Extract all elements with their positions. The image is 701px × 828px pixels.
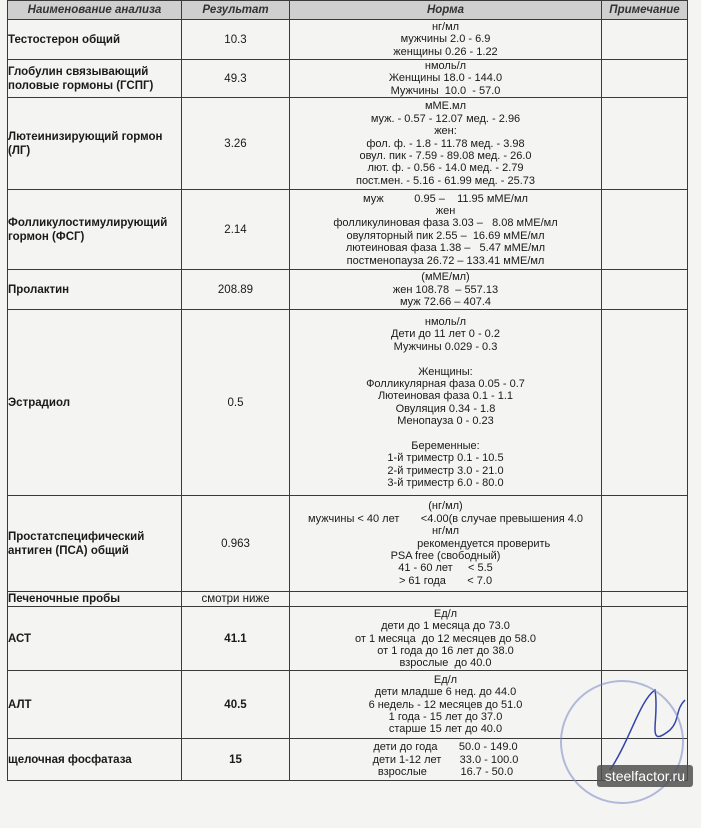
note-cell xyxy=(602,310,688,496)
table-row xyxy=(8,496,688,592)
norm-range xyxy=(290,20,602,60)
norm-line xyxy=(290,353,601,365)
norm-line: рекомендуется проверить xyxy=(340,537,551,550)
norm-line: Мужчины 10.0 - 57.0 xyxy=(390,84,501,97)
lab-results-table xyxy=(7,0,688,781)
test-name: АЛТ xyxy=(8,671,182,739)
norm-line: дети младше 6 нед. до 44.0 xyxy=(374,686,517,699)
test-name: Тестостерон общий xyxy=(8,20,182,60)
norm-line: жен xyxy=(435,204,456,217)
result-value: 0.5 xyxy=(182,310,290,496)
test-name: АСТ xyxy=(8,607,182,671)
norm-line: муж 0.95 – 11.95 мМЕ/мл xyxy=(363,192,528,205)
note-cell xyxy=(602,496,688,592)
result-value: 3.26 xyxy=(182,98,290,190)
table-row xyxy=(8,98,688,190)
norm-line: муж. - 0.57 - 12.07 мед. - 2.96 xyxy=(370,112,521,125)
note-cell xyxy=(602,98,688,190)
norm-range xyxy=(290,496,602,592)
norm-line: PSA free (свободный) xyxy=(390,549,501,562)
norm-line: 41 - 60 лет < 5.5 xyxy=(398,562,493,575)
header-test-name: Наименование анализа xyxy=(8,1,182,20)
norm-line: от 1 года до 16 лет до 38.0 xyxy=(377,644,514,657)
norm-line: лют. ф. - 0.56 - 14.0 мед. - 2.79 xyxy=(367,162,524,175)
header-norm: Норма xyxy=(290,1,602,20)
test-name: Эстрадиол xyxy=(8,310,182,496)
norm-line: старше 15 лет до 40.0 xyxy=(388,723,503,736)
test-name: Пролактин xyxy=(8,270,182,310)
norm-line: лютеиновая фаза 1.38 – 5.47 мМЕ/мл xyxy=(345,242,546,255)
norm-line: Мужчины 0.029 - 0.3 xyxy=(393,340,498,353)
result-value: 41.1 xyxy=(182,607,290,671)
norm-range xyxy=(290,671,602,739)
table-row xyxy=(8,607,688,671)
norm-line: дети до 1 месяца до 73.0 xyxy=(381,620,510,633)
norm-line: нмоль/л xyxy=(424,315,467,328)
norm-line: овул. пик - 7.59 - 89.08 мед. - 26.0 xyxy=(359,149,532,162)
header-result: Результат xyxy=(182,1,290,20)
norm-range xyxy=(290,739,602,781)
table-row xyxy=(8,592,688,607)
note-cell xyxy=(602,607,688,671)
norm-line: Женщины 18.0 - 144.0 xyxy=(388,72,503,85)
norm-line: взрослые до 40.0 xyxy=(399,657,492,670)
test-name: Фолликулостимулирующий гормон (ФСГ) xyxy=(8,190,182,270)
norm-line: 2-й триместр 3.0 - 21.0 xyxy=(387,464,504,477)
norm-range xyxy=(290,98,602,190)
note-cell xyxy=(602,270,688,310)
result-value: 10.3 xyxy=(182,20,290,60)
table-row xyxy=(8,270,688,310)
test-name: Лютеинизирующий гормон (ЛГ) xyxy=(8,98,182,190)
norm-line: 3-й триместр 6.0 - 80.0 xyxy=(387,477,504,490)
norm-line: женщины 0.26 - 1.22 xyxy=(393,45,498,58)
table-row xyxy=(8,60,688,98)
result-value: 208.89 xyxy=(182,270,290,310)
norm-line: нг/мл xyxy=(431,525,460,538)
result-value: 2.14 xyxy=(182,190,290,270)
norm-line: мужчины 2.0 - 6.9 xyxy=(400,33,491,46)
norm-line: Фолликулярная фаза 0.05 - 0.7 xyxy=(366,377,525,390)
test-name: щелочная фосфатаза xyxy=(8,739,182,781)
note-cell xyxy=(602,20,688,60)
result-value: 40.5 xyxy=(182,671,290,739)
norm-range xyxy=(290,190,602,270)
norm-line: Ед/л xyxy=(433,607,458,620)
norm-line: взрослые 16.7 - 50.0 xyxy=(377,765,514,778)
test-name: Простатспецифический антиген (ПСА) общий xyxy=(8,496,182,592)
norm-line: Женщины: xyxy=(418,365,473,378)
norm-line: Менопауза 0 - 0.23 xyxy=(397,415,494,428)
norm-line: Беременные: xyxy=(411,439,480,452)
norm-line: 6 недель - 12 месяцев до 51.0 xyxy=(368,698,523,711)
result-value: 0.963 xyxy=(182,496,290,592)
table-row xyxy=(8,310,688,496)
norm-line: 1 года - 15 лет до 37.0 xyxy=(388,710,503,723)
norm-line: жен: xyxy=(434,125,457,138)
norm-line: мужчины < 40 лет <4.00(в случае превышения 4.0 xyxy=(307,512,584,525)
table-row xyxy=(8,20,688,60)
norm-line: фолликулиновая фаза 3.03 – 8.08 мМЕ/мл xyxy=(333,217,558,230)
norm-line: дети 1-12 лет 33.0 - 100.0 xyxy=(372,753,519,766)
norm-line: овуляторный пик 2.55 – 16.69 мМЕ/мл xyxy=(346,229,545,242)
norm-line: фол. ф. - 1.8 - 11.78 мед. - 3.98 xyxy=(366,137,525,150)
test-name: Печеночные пробы xyxy=(8,592,182,607)
norm-line: 1-й триместр 0.1 - 10.5 xyxy=(387,452,504,465)
table-row xyxy=(8,190,688,270)
norm-line: Ед/л xyxy=(433,673,458,686)
norm-range xyxy=(290,270,602,310)
note-cell xyxy=(602,190,688,270)
result-value: 15 xyxy=(182,739,290,781)
norm-line: Овуляция 0.34 - 1.8 xyxy=(395,402,496,415)
test-name: Глобулин связывающий половые гормоны (ГСПГ) xyxy=(8,60,182,98)
norm-range xyxy=(290,592,602,607)
note-cell xyxy=(602,592,688,607)
norm-line: муж 72.66 – 407.4 xyxy=(399,295,491,308)
norm-line xyxy=(290,428,601,440)
norm-line: постменопауза 26.72 – 133.41 мМЕ/мл xyxy=(346,254,545,267)
norm-range xyxy=(290,60,602,98)
header-note: Примечание xyxy=(602,1,688,20)
watermark: steelfactor.ru xyxy=(597,765,693,787)
note-cell xyxy=(602,60,688,98)
norm-line: дети до года 50.0 - 149.0 xyxy=(373,741,518,754)
table-header-row xyxy=(8,1,688,20)
norm-line: > 61 года < 7.0 xyxy=(398,574,493,587)
norm-line: Лютеиновая фаза 0.1 - 1.1 xyxy=(377,390,514,403)
norm-range xyxy=(290,310,602,496)
norm-line: нг/мл xyxy=(431,20,460,33)
norm-line: (нг/мл) xyxy=(428,500,463,513)
norm-line: жен 108.78 – 557.13 xyxy=(392,283,499,296)
norm-range xyxy=(290,607,602,671)
norm-line: Дети до 11 лет 0 - 0.2 xyxy=(391,328,500,341)
norm-line: нмоль/л xyxy=(424,60,467,72)
result-value: смотри ниже xyxy=(182,592,290,607)
norm-line: (мМЕ/мл) xyxy=(421,271,470,284)
norm-line: мМЕ.мл xyxy=(424,100,467,113)
result-value: 49.3 xyxy=(182,60,290,98)
norm-line: от 1 месяца до 12 месяцев до 58.0 xyxy=(354,632,537,645)
norm-line: пост.мен. - 5.16 - 61.99 мед. - 25.73 xyxy=(355,174,536,187)
